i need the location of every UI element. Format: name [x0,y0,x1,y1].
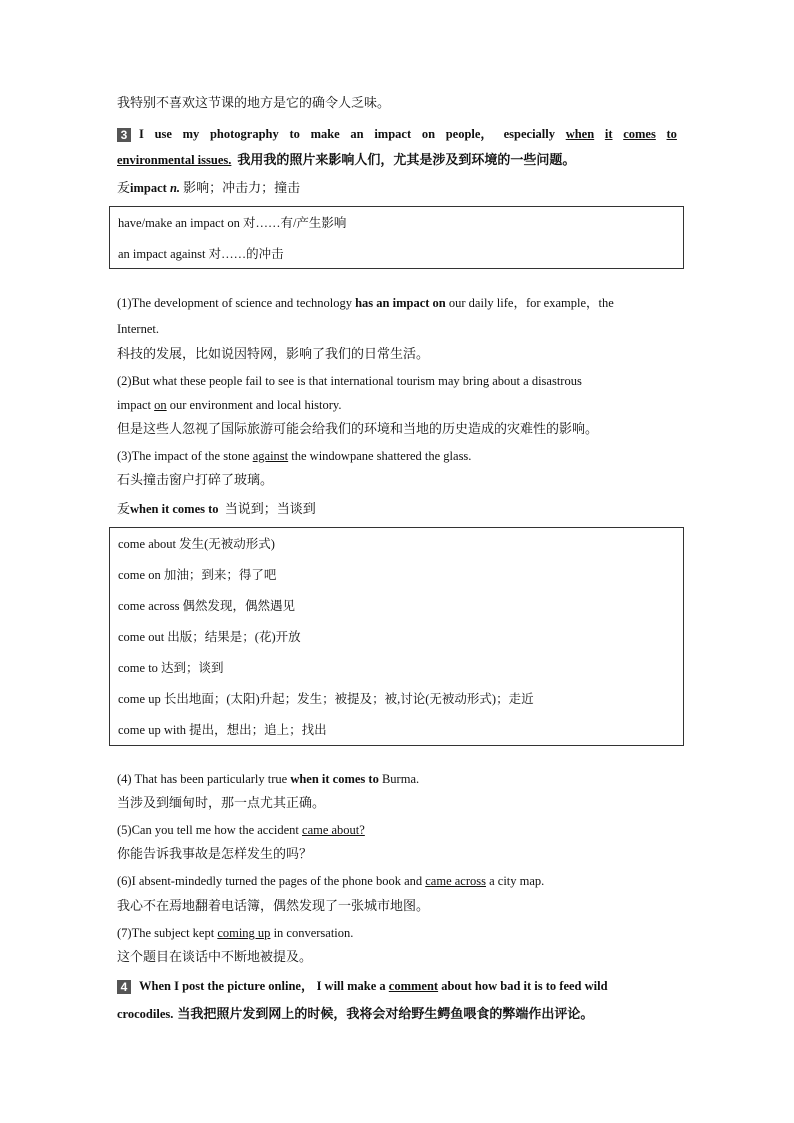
word: comes [623,127,656,141]
item-3-sentence [117,126,677,142]
item-number-badge: 4 [117,980,131,994]
translation-zh: 这个题目在谈话中不断地被提及。 [117,950,313,965]
item-4-line2 [117,1006,593,1023]
word: photography [209,127,279,141]
example-5 [117,822,365,838]
text: (6)I absent-mindedly turned the pages of the phone book and [117,874,426,888]
item-3-line2 [117,152,575,169]
text: our daily life，for example，the [445,296,614,310]
text: (1)The development of science and technology [117,296,356,310]
word: impact [374,127,412,141]
phrase-en: environmental issues. [117,153,232,167]
box-row: come up 长出地面；(太阳)升起；发生；被提及；被,讨论(无被动形式)；走近 [118,692,534,706]
keyword: comment [388,979,439,993]
example-7 [117,925,353,941]
word: an [350,127,364,141]
example-2: (2)But what these people fail to see is that international tourism may bring about a disastrous [117,374,582,388]
box-row: come on 加油；到来；得了吧 [118,568,277,582]
text: (7)The subject kept [117,926,218,940]
word: use [154,127,172,141]
translation-zh: 我用我的照片来影响人们，尤其是涉及到环境的一些问题。 [237,153,576,168]
impact-heading [117,180,300,197]
word: make [310,127,340,141]
word: when [565,127,595,141]
mark: 叐 [117,502,131,517]
phrase-box [109,206,684,269]
word: I [139,127,144,141]
text: the windowpane shattered the glass. [288,449,472,463]
word: on [421,127,436,141]
translation-zh: 石头撞击窗户打碎了玻璃。 [117,473,274,488]
keyword: on [154,398,167,412]
example-1-cont: Internet. [117,322,159,336]
example-6 [117,873,544,889]
example-2-cont [117,397,341,413]
text: about how bad it is to feed wild [438,979,608,993]
text: our environment and local history. [166,398,342,412]
translation-zh: 科技的发展，比如说因特网，影响了我们的日常生活。 [117,347,430,362]
keyword: has an impact on [355,296,446,310]
mark: 叐 [117,181,131,196]
part-of-speech: n. [169,181,181,195]
word: to [666,127,677,141]
text: When I post the picture online， I will make a [139,979,389,993]
translation-zh: 当我把照片发到网上的时候，我将会对给野生鳄鱼喂食的弊端作出评论。 [177,1007,594,1022]
example-4 [117,771,419,787]
text: (4) That has been particularly true [117,772,291,786]
translation-zh: 你能告诉我事故是怎样发生的吗？ [117,847,313,862]
box-row: an impact against 对……的冲击 [118,247,284,261]
when-heading [117,501,316,518]
box-row: come out 出版；结果是；(花)开放 [118,630,301,644]
item-4-sentence [117,978,608,994]
keyword: came about? [302,823,365,837]
keyword: when it comes to [290,772,379,786]
word: especially [503,127,556,141]
text: (5)Can you tell me how the accident [117,823,303,837]
keyword: coming up [217,926,271,940]
example-3 [117,448,471,464]
box-row: have/make an impact on 对……有/产生影响 [118,216,347,230]
text: Burma. [378,772,420,786]
box-row: come about 发生(无被动形式) [118,537,275,551]
box-row: come to 达到；谈到 [118,661,224,675]
translation-zh: 当涉及到缅甸时，那一点尤其正确。 [117,796,326,811]
text: impact [117,398,155,412]
box-row: come up with 提出，想出；追上；找出 [118,723,327,737]
headword: impact [130,181,167,195]
word: people， [445,127,493,141]
phrase-box [109,527,684,746]
keyword: came across [425,874,486,888]
word: to [289,127,300,141]
example-1 [117,295,614,311]
translation-zh: 我心不在焉地翻着电话簿，偶然发现了一张城市地图。 [117,899,430,914]
text: a city map. [485,874,545,888]
text: (3)The impact of the stone [117,449,253,463]
text: in conversation. [270,926,354,940]
meaning: 影响；冲击力；撞击 [183,181,301,196]
keyword: against [252,449,289,463]
headword: when it comes to [130,502,219,516]
text-line: 我特别不喜欢这节课的地方是它的确令人乏味。 [117,96,391,111]
phrase-en: crocodiles. [117,1007,174,1021]
word: my [182,127,200,141]
item-number-badge: 3 [117,128,131,142]
box-row: come across 偶然发现，偶然遇见 [118,599,296,613]
translation-zh: 但是这些人忽视了国际旅游可能会给我们的环境和当地的历史造成的灾难性的影响。 [117,422,599,437]
meaning: 当说到；当谈到 [224,502,316,517]
word: it [604,127,613,141]
